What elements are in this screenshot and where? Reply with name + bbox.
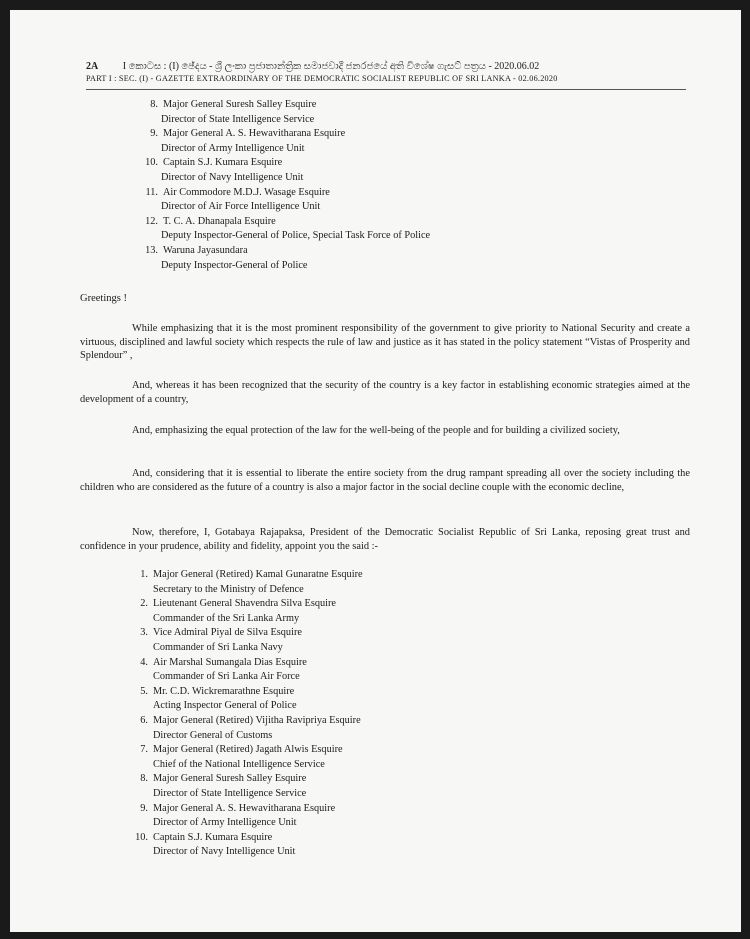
paragraph-text: And, whereas it has been recognized that the security of the country is a key factor in establishing economic strategies aimed at the development of a country,: [80, 380, 690, 405]
paragraph-text: While emphasizing that it is the most prominent responsibility of the government to give priority to National Security and create a virtuous, disciplined and lawful society which respects the rule of law and justice as it has stated in the policy statement “Vistas of Prosperity and Splendour” ,: [80, 323, 690, 361]
item-number: 3.: [140, 627, 148, 639]
list-item: [128, 802, 363, 831]
item-role: Director of Navy Intelligence Unit: [153, 846, 296, 858]
item-number: 11.: [145, 186, 158, 198]
paragraph-economic-security: [80, 379, 690, 406]
item-number: 5.: [140, 685, 148, 697]
paragraph-national-security: [80, 322, 690, 363]
item-role: Director General of Customs: [153, 729, 273, 741]
item-role: Director of Air Force Intelligence Unit: [161, 201, 321, 213]
item-role: Commander of the Sri Lanka Army: [153, 612, 300, 624]
item-name: Major General Suresh Salley Esquire: [163, 99, 317, 110]
item-name: T. C. A. Dhanapala Esquire: [163, 215, 276, 227]
item-number: 8.: [150, 99, 158, 110]
list-item: [128, 626, 363, 655]
item-number: 8.: [140, 773, 148, 785]
item-role: Director of State Intelligence Service: [153, 787, 307, 799]
item-name: Mr. C.D. Wickremarathne Esquire: [153, 685, 295, 697]
item-name: Captain S.J. Kumara Esquire: [163, 157, 283, 169]
list-item: [128, 714, 363, 743]
item-role: Commander of Sri Lanka Air Force: [153, 671, 300, 683]
item-number: 9.: [150, 128, 158, 140]
list-item: [128, 772, 363, 801]
list-item: [138, 215, 430, 244]
item-number: 2.: [140, 598, 148, 610]
item-role: Deputy Inspector-General of Police, Special Task Force of Police: [161, 230, 431, 242]
header-sinhala-line: [86, 61, 696, 74]
item-number: 7.: [140, 744, 148, 756]
item-number: 13.: [145, 244, 158, 256]
list-item: [138, 98, 430, 127]
item-role: Director of State Intelligence Service: [161, 113, 315, 125]
item-name: Captain S.J. Kumara Esquire: [153, 831, 273, 843]
item-role: Deputy Inspector-General of Police: [161, 259, 308, 271]
paragraph-appointment: [80, 526, 690, 553]
page-number: 2A: [86, 61, 99, 72]
appointee-list-continued: [138, 98, 430, 273]
item-name: Vice Admiral Piyal de Silva Esquire: [153, 627, 302, 639]
item-name: Major General Suresh Salley Esquire: [153, 773, 307, 785]
list-item: [128, 656, 363, 685]
list-item: [128, 831, 363, 860]
item-name: Major General A. S. Hewavitharana Esquire: [163, 128, 346, 140]
paragraph-text: And, considering that it is essential to liberate the entire society from the drug rampant spreading all over the society including the children who are considered as the future of a country is also a major factor in the social decline couple with the economic decline,: [80, 468, 690, 493]
paragraph-text: And, emphasizing the equal protection of the law for the well-being of the people and for building a civilized society,: [132, 425, 620, 436]
list-item: [138, 244, 430, 273]
paragraph-drug-menace: [80, 467, 690, 494]
greeting: Greetings !: [80, 293, 127, 304]
item-number: 9.: [140, 802, 148, 814]
item-number: 4.: [140, 656, 148, 668]
item-number: 10.: [135, 831, 148, 843]
item-role: Director of Army Intelligence Unit: [161, 142, 305, 154]
item-name: Major General (Retired) Vijitha Ravipriya Esquire: [153, 714, 361, 726]
list-item: [128, 568, 363, 597]
item-name: Major General (Retired) Jagath Alwis Esquire: [153, 744, 343, 756]
item-role: Director of Army Intelligence Unit: [153, 817, 297, 829]
paragraph-equal-protection: [80, 424, 690, 438]
item-name: Air Marshal Sumangala Dias Esquire: [153, 656, 307, 668]
item-number: 1.: [140, 569, 148, 580]
header-sinhala-title: I කොටස : (I) ඡේදය - ශ්‍රී ලංකා ප්‍රජාතාන්ත්‍රික සමාජවාදී ජනරජයේ අති විශේෂ ගැසට් පත්‍රය - 2020.06.02: [122, 61, 540, 72]
paragraph-text: Now, therefore, I, Gotabaya Rajapaksa, President of the Democratic Socialist Republic of Sri Lanka, reposing great trust and confidence in your prudence, ability and fidelity, appoint you the said :-: [80, 527, 690, 552]
list-item: [138, 127, 430, 156]
item-role: Director of Navy Intelligence Unit: [161, 171, 304, 183]
item-name: Lieutenant General Shavendra Silva Esquire: [153, 598, 336, 610]
list-item: [138, 156, 430, 185]
item-name: Major General (Retired) Kamal Gunaratne Esquire: [153, 569, 363, 580]
item-number: 6.: [140, 714, 148, 726]
page-header: [86, 61, 696, 83]
item-role: Chief of the National Intelligence Service: [153, 758, 325, 770]
item-role: Secretary to the Ministry of Defence: [153, 583, 304, 595]
list-item: [138, 186, 430, 215]
gazette-page: [10, 10, 741, 932]
item-name: Waruna Jayasundara: [163, 244, 248, 256]
item-number: 12.: [145, 215, 158, 227]
header-english-title: PART I : SEC. (I) - GAZETTE EXTRAORDINARY OF THE DEMOCRATIC SOCIALIST REPUBLIC OF SRI LANKA - 02.06.2020: [86, 74, 558, 83]
item-name: Major General A. S. Hewavitharana Esquire: [153, 802, 336, 814]
list-item: [128, 685, 363, 714]
appointee-list: [128, 568, 363, 860]
item-number: 10.: [145, 157, 158, 169]
item-role: Acting Inspector General of Police: [153, 700, 297, 712]
item-name: Air Commodore M.D.J. Wasage Esquire: [163, 186, 330, 198]
header-rule: [86, 89, 686, 90]
item-role: Commander of Sri Lanka Navy: [153, 641, 283, 653]
list-item: [128, 597, 363, 626]
list-item: [128, 743, 363, 772]
